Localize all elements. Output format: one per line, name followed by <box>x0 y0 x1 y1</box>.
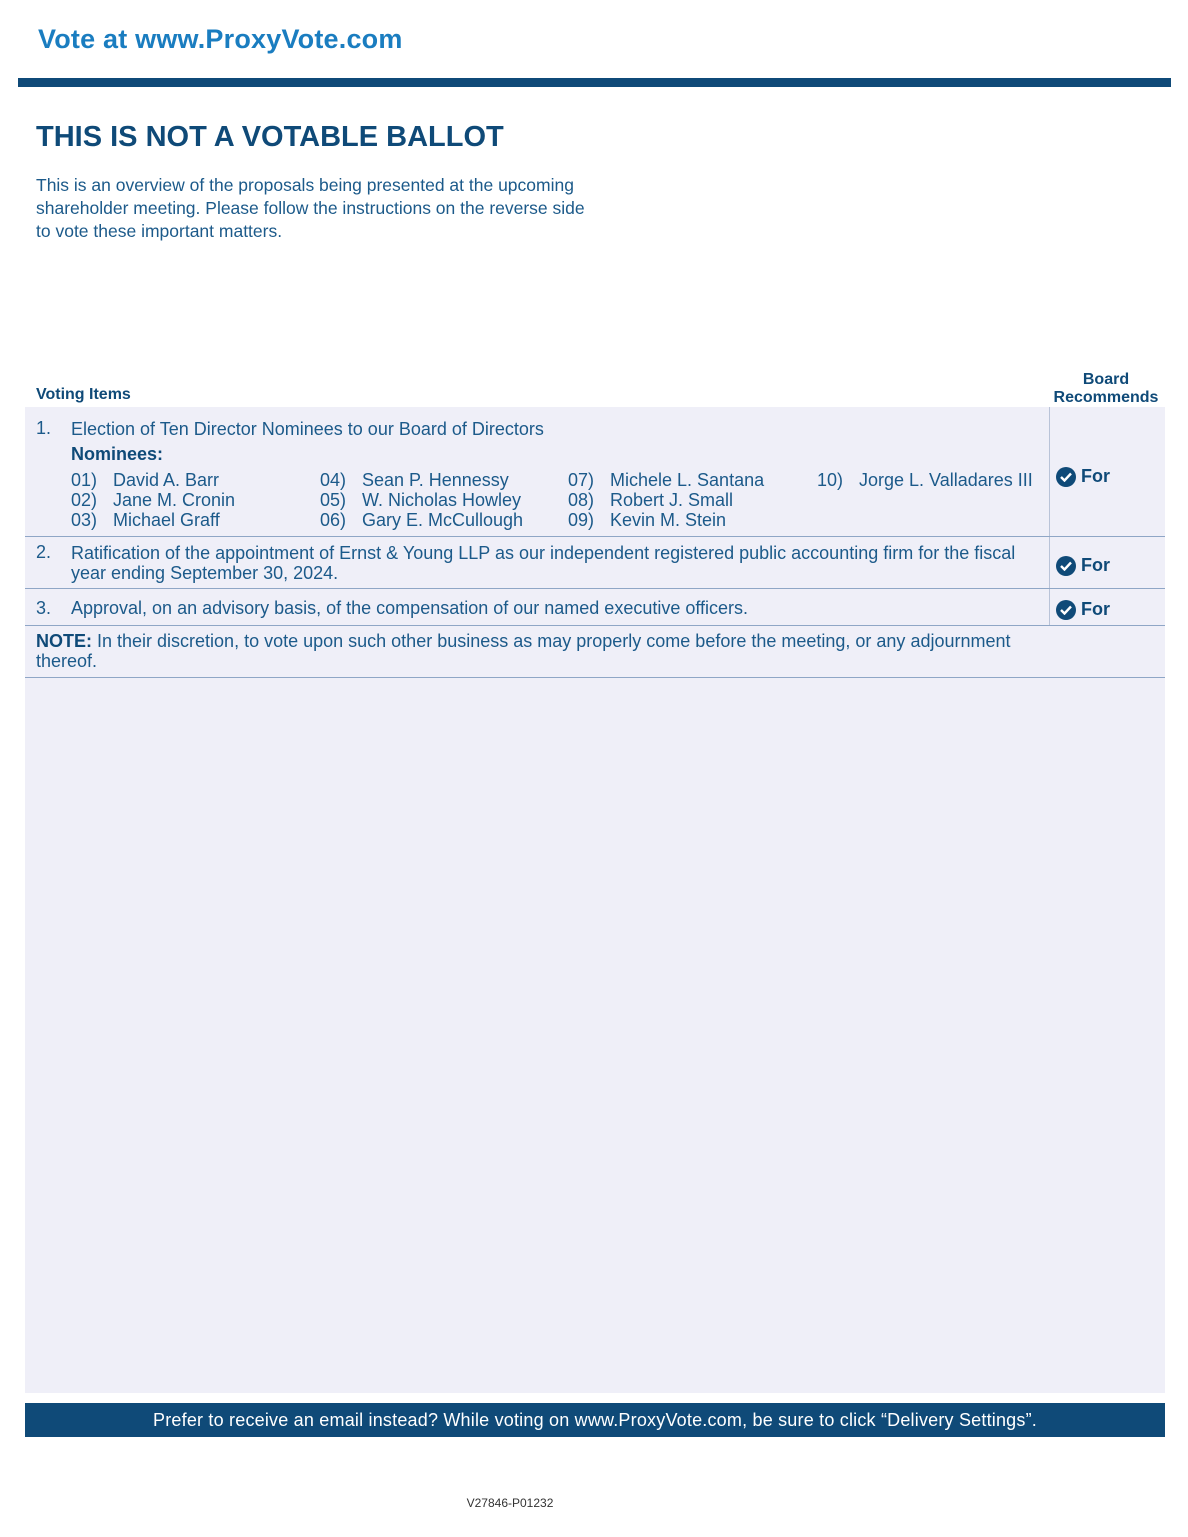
item-number: 1. <box>36 418 52 438</box>
board-recommendation <box>1056 599 1110 620</box>
intro-text: This is an overview of the proposals being presented at the upcoming shareholder meeting. Please follow the instructions on the reverse side to vote these important matters. <box>36 175 585 241</box>
nominee <box>320 490 521 510</box>
document-code: V27846-P01232 <box>466 1496 554 1510</box>
check-circle-icon <box>1056 556 1076 576</box>
nominee <box>817 470 1033 490</box>
nominee-name: Kevin M. Stein <box>610 510 727 530</box>
board-recommendation <box>1056 555 1110 576</box>
board-recommendation <box>1056 466 1110 487</box>
nominee-number: 04) <box>320 470 347 490</box>
voting-items-header: Voting Items <box>36 386 131 403</box>
nominee-number: 09) <box>568 510 595 530</box>
board-column-divider <box>1049 407 1050 626</box>
nominee-number: 03) <box>71 510 98 530</box>
item-number: 3. <box>36 598 52 618</box>
nominee-name: Michele L. Santana <box>610 470 765 490</box>
nominee <box>71 490 235 510</box>
nominee-number: 07) <box>568 470 595 490</box>
item-text: Election of Ten Director Nominees to our Board of Directors <box>71 419 544 439</box>
nominee <box>71 510 220 530</box>
nominee-name: Gary E. McCullough <box>362 510 524 530</box>
nominee <box>568 470 764 490</box>
row-divider <box>25 588 1165 589</box>
item-text: Ratification of the appointment of Ernst & Young LLP as our independent registered public accounting firm for the fiscal year ending September 30, 2024. <box>71 543 1016 583</box>
nominee-name: W. Nicholas Howley <box>362 490 522 510</box>
note-text: In their discretion, to vote upon such other business as may properly come before the meeting, or any adjournment thereof. <box>36 631 1011 671</box>
note <box>36 631 1056 671</box>
item-number: 2. <box>36 542 52 562</box>
nominee-name: David A. Barr <box>113 470 220 490</box>
nominee <box>568 490 733 510</box>
nominee-name: Robert J. Small <box>610 490 734 510</box>
nominee-number: 02) <box>71 490 98 510</box>
nominee-number: 10) <box>817 470 844 490</box>
nominee-number: 01) <box>71 470 98 490</box>
recommendation-label: For <box>1081 555 1110 575</box>
nominee <box>71 470 219 490</box>
header-divider <box>18 78 1171 87</box>
nominee-name: Michael Graff <box>113 510 220 530</box>
board-recommends-header <box>1050 371 1162 407</box>
board-header-line2: Recommends <box>1053 389 1159 406</box>
nominee <box>320 510 523 530</box>
nominee-number: 05) <box>320 490 347 510</box>
item-text: Approval, on an advisory basis, of the compensation of our named executive officers. <box>71 598 749 618</box>
nominee-number: 06) <box>320 510 347 530</box>
ballot-title: THIS IS NOT A VOTABLE BALLOT <box>36 121 504 153</box>
check-circle-icon <box>1056 467 1076 487</box>
nominee-number: 08) <box>568 490 595 510</box>
nominee <box>568 510 726 530</box>
nominees-label: Nominees: <box>71 444 164 464</box>
check-circle-icon <box>1056 600 1076 620</box>
row-divider <box>25 677 1165 678</box>
row-divider <box>25 536 1165 537</box>
email-delivery-banner: Prefer to receive an email instead? While voting on www.ProxyVote.com, be sure to click “Delivery Settings”. <box>25 1403 1165 1437</box>
row-divider <box>25 625 1165 626</box>
header-title: Vote at www.ProxyVote.com <box>38 24 403 54</box>
note-label: NOTE: <box>36 631 92 651</box>
nominee-name: Jorge L. Valladares III <box>859 470 1033 490</box>
board-header-line1: Board <box>1082 371 1130 388</box>
recommendation-label: For <box>1081 466 1110 486</box>
nominee <box>320 470 509 490</box>
nominee-name: Jane M. Cronin <box>113 490 236 510</box>
nominee-name: Sean P. Hennessy <box>362 470 509 490</box>
recommendation-label: For <box>1081 599 1110 619</box>
